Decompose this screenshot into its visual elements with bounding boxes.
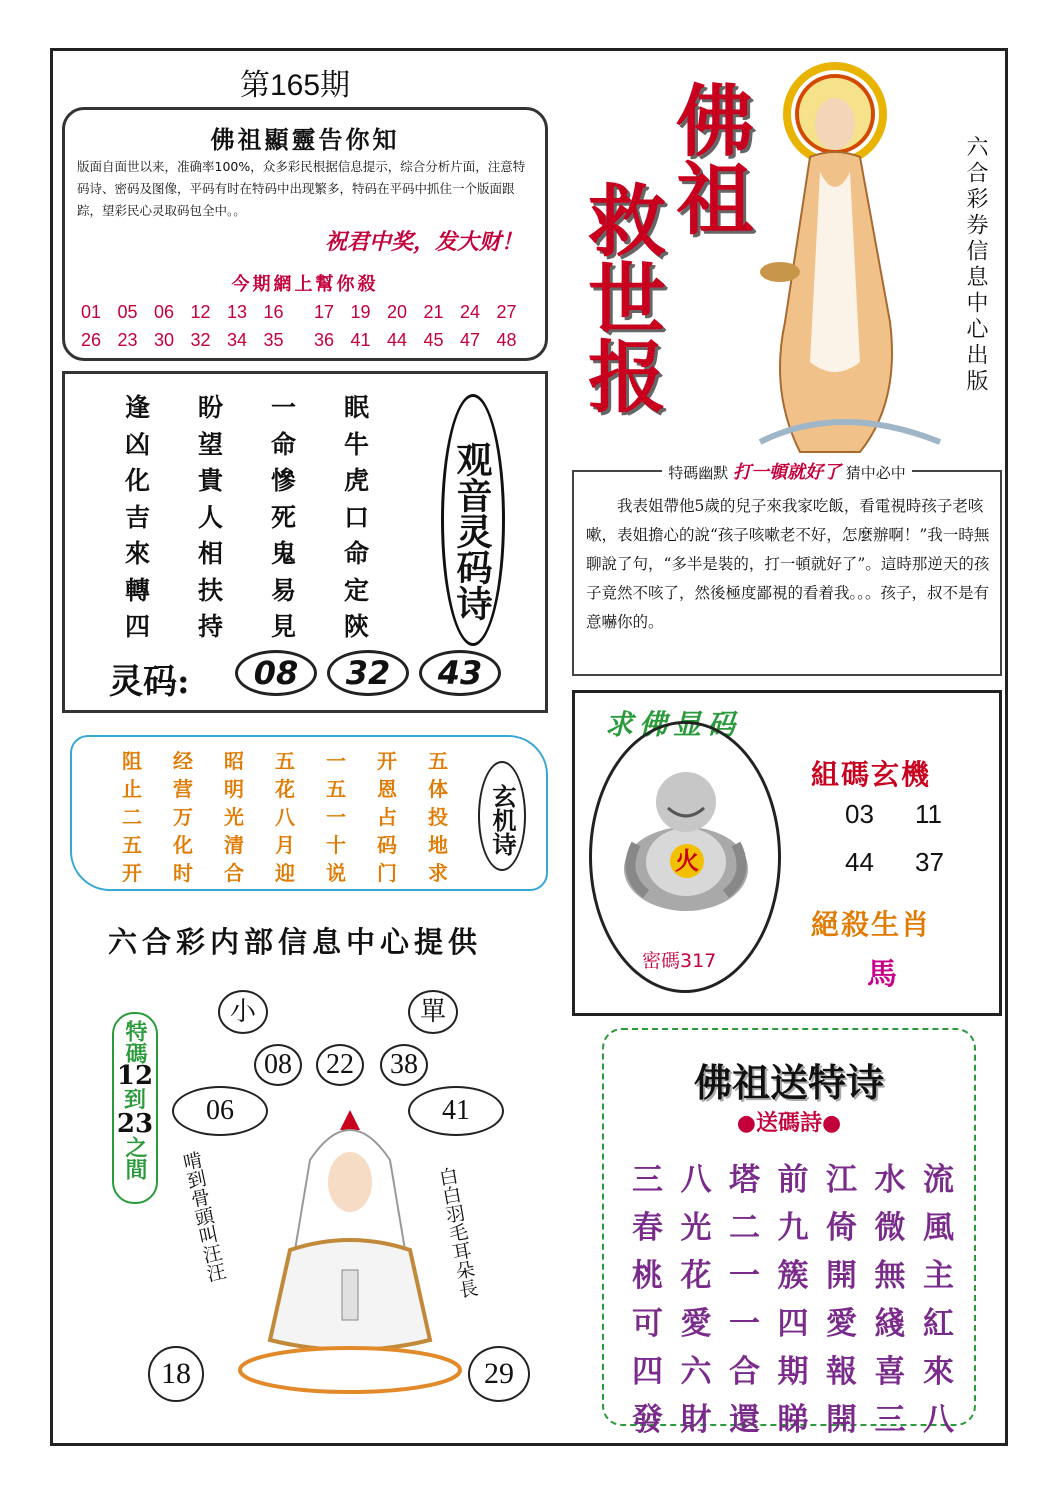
xuanji-poem-grid: 阻 经 昭 五 一 开 五 止 营 明 花 五 恩 体 二 万 光 八 一 占 投 五 化 清 月 十 码 地 开 时 合 迎 说 门 求 (122, 749, 448, 885)
kill-zodiac-title: 絕殺生肖 (811, 908, 932, 941)
kill-numbers-row1: 01 05 06 12 13 16 17 19 20 21 24 27 (81, 302, 517, 322)
corner-number-left: 18 (148, 1346, 204, 1402)
notice-box (62, 107, 548, 361)
tema-range: 特碼 12 到 23 之間 (112, 1012, 158, 1204)
combo-number: 03 (845, 799, 874, 829)
xuanji-poem-box (70, 735, 548, 891)
joke-body: 我表姐帶他5歲的兒子來我家吃飯，看電視時孩子老咳嗽，表姐擔心的說“孩子咳嗽老不好，怎麼辦啊！”我一時無聊說了句，“多半是裝的，打一頓就好了”。這時那逆天的孩子竟然不咳了，然後極度鄙視的看着我。。。孩子，叔不是有意嚇你的。 (586, 497, 990, 631)
notice-body: 版面自面世以来，准确率100%，众多彩民根据信息提示，综合分析片面，注意特码诗、密码及图像，平码有时在特码中出现繁多，特码在平码中抓住一个版面跟踪，望彩民心灵取码包全中。。 (77, 159, 526, 218)
title-line2: 救世报 (575, 180, 666, 414)
send-poem-subtitle: ●送碼詩● (736, 1111, 842, 1136)
top-number: 22 (316, 1044, 364, 1086)
corner-number-right: 29 (468, 1346, 530, 1402)
element-badge: 火 (670, 844, 704, 878)
provider-text: 六合彩内部信息中心提供 (108, 925, 483, 959)
buddha-box (572, 690, 1002, 1016)
secret-code: 密碼317 (642, 950, 717, 972)
combo-number: 37 (915, 847, 944, 877)
guanyin-poem-label: 观音灵码诗 (441, 394, 505, 646)
combo-number: 44 (845, 847, 874, 877)
laughing-buddha-illustration (616, 764, 756, 914)
parity-badge: 單 (408, 990, 458, 1034)
lingma-number: 43 (419, 650, 501, 696)
side-number-left: 06 (172, 1086, 268, 1136)
send-poem-box (602, 1028, 976, 1438)
lingma-number: 32 (327, 650, 409, 696)
publisher-text: 六合彩券信息中心出版 (963, 135, 988, 395)
poem-right: 白白羽毛耳朵長 (434, 1165, 480, 1300)
send-poem-grid: 三 八 塔 前 江 水 流 春 光 二 九 倚 微 風 桃 花 一 簇 開 無 主 可 愛 一 四 愛 綫 紅 四 六 合 期 報 喜 來 發 財 還 睇 開 三 八 (632, 1162, 954, 1438)
joke-box (572, 462, 1002, 676)
lingma-label: 灵码: (109, 662, 190, 702)
notice-wish: 祝君中奖，发大财！ (324, 229, 523, 255)
top-number: 08 (254, 1044, 302, 1086)
joke-header (574, 458, 1000, 484)
joke-title: 打一頓就好了 (733, 462, 841, 483)
joke-label-left: 特碼幽默 (668, 464, 729, 482)
size-badge: 小 (218, 990, 268, 1034)
joke-label-right: 猜中必中 (845, 464, 906, 482)
notice-subtitle: 今期網上幫你殺 (231, 274, 379, 295)
kill-zodiac: 馬 (867, 957, 897, 992)
issue-number: 第165期 (240, 69, 351, 102)
seated-guanyin-illustration (230, 1100, 470, 1400)
lingma-number: 08 (235, 650, 317, 696)
combo-title: 組碼玄機 (811, 758, 932, 791)
poem-left: 啃到骨頭叫汪汪 (178, 1149, 228, 1284)
xuanji-poem-label: 玄机诗 (478, 761, 526, 871)
guanyin-illustration (740, 62, 950, 462)
title-line1: 佛祖 (663, 80, 754, 236)
kill-numbers-row2: 26 23 30 32 34 35 36 41 44 45 47 48 (81, 330, 517, 350)
guanyin-poem-box (62, 371, 548, 713)
combo-number: 11 (915, 799, 942, 829)
notice-title: 佛祖顯靈告你知 (210, 125, 400, 154)
buddha-oval (589, 721, 781, 993)
side-number-right: 41 (408, 1086, 504, 1136)
send-poem-title: 佛祖送特诗 (693, 1060, 884, 1105)
buddha-arc-title: 求佛显码 (605, 708, 742, 741)
top-number: 38 (380, 1044, 428, 1086)
guanyin-poem-grid: 逢 盼 一 眠 凶 望 命 牛 化 貴 慘 虎 吉 人 死 口 來 相 鬼 命 轉 扶 易 定 四 持 見 陝 (125, 393, 370, 641)
